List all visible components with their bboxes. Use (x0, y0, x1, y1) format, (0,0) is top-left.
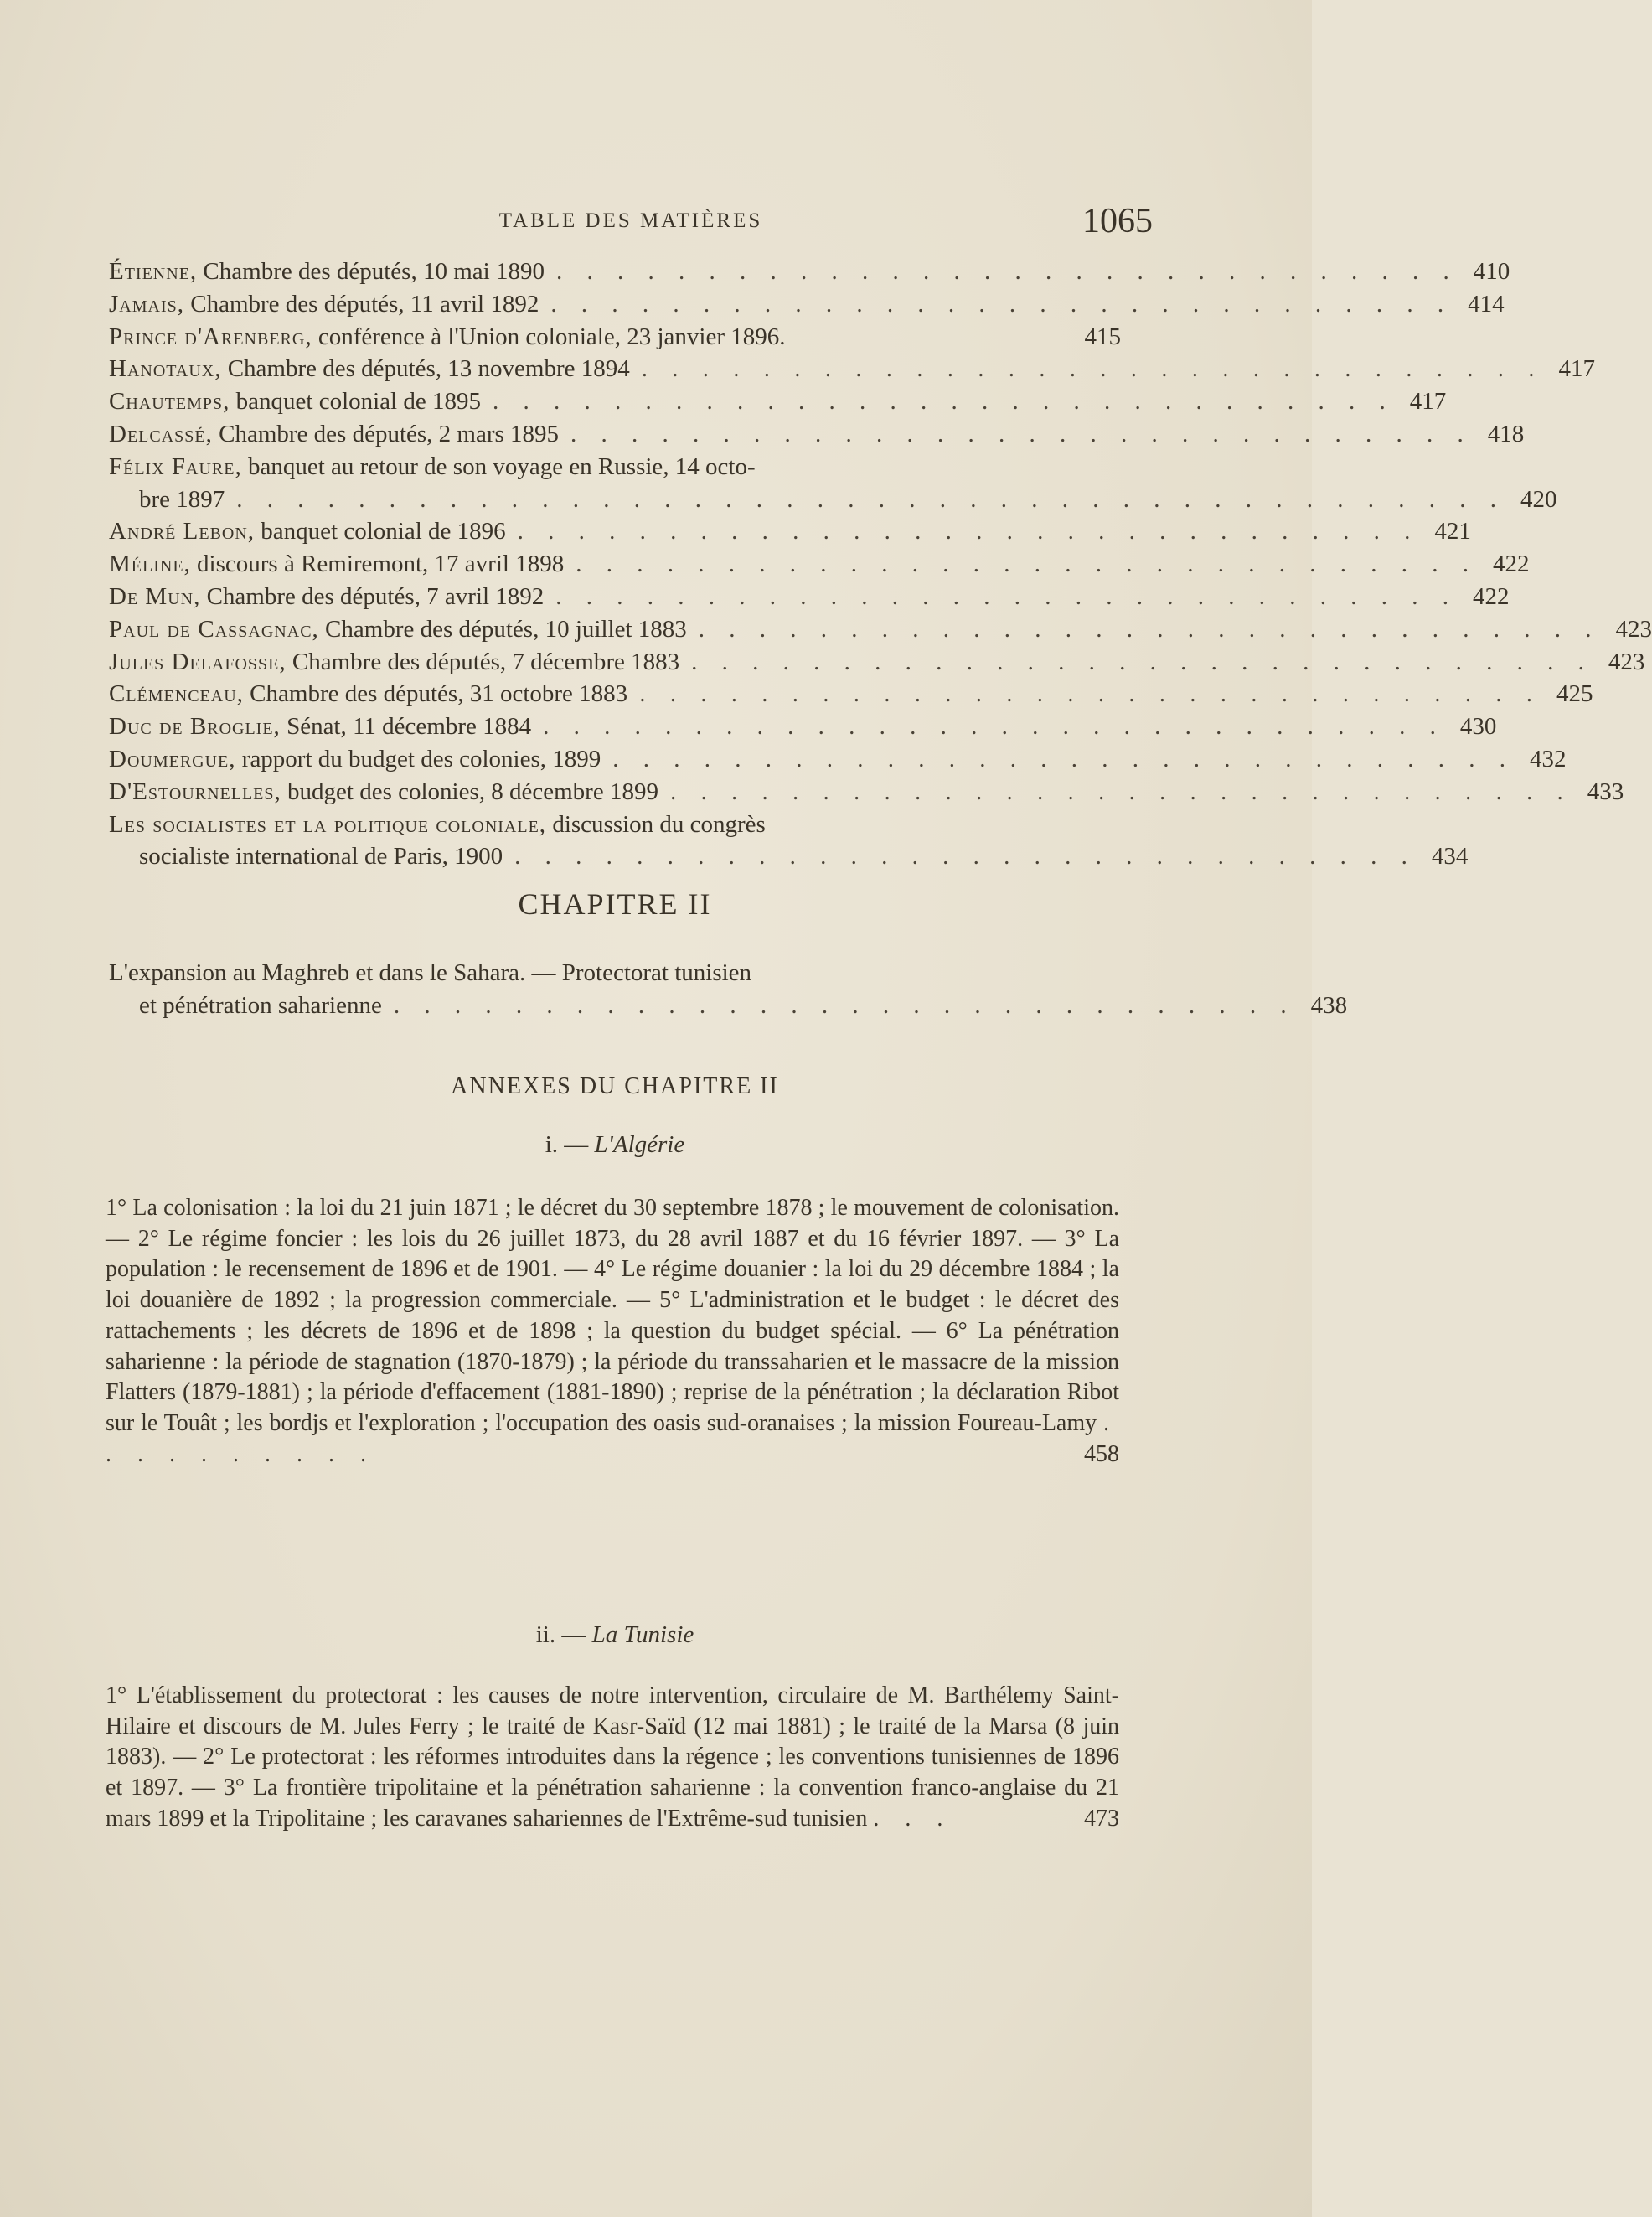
toc-entry-page: 414 (1468, 290, 1505, 318)
section-text: 1° La colonisation : la loi du 21 juin 1871 ; le décret du 30 septembre 1878 ; le mouvement de colonisation. — 2° Le régime foncier : les lois du 26 juillet 1873, du 28 avril 1887 et du 16 février 1897. — 3° La population : le recensement de 1896 et de 1901. — 4° Le régime douanier : la loi du 29 décembre 1884 ; la loi douanière de 1892 ; la progression commerciale. — 5° L'administration et le budget : le décret des rattachements ; les décrets de 1896 et de 1898 ; la question du budget spécial. — 6° La pénétration saharienne : la période de stagnation (1870-1879) ; la période du transsaharien et le massacre de la mission Flatters (1879-1881) ; la période d'effacement (1881-1890) ; reprise de la pénétration ; la déclaration Ribot sur le Touât ; les bordjs et l'exploration ; l'occupation des oasis sud-oranaises ; la mission Foureau-Lamy (106, 1195, 1119, 1436)
section-paragraph-tunisie: 1° L'établissement du protectorat : les causes de notre intervention, circulaire de M. Barthélemy Saint-Hilaire et discours de M. Jules Ferry ; le traité de Kasr-Saïd (12 mai 1881) ; le traité de la Marsa (8 juin 1883). — 2° Le protectorat : les réformes introduites dans la régence ; les conventions tunisiennes de 1896 et 1897. — 3° La frontière tripolitaine et la pénétration saharienne : la convention franco-anglaise du 21 mars 1899 et la Tripolitaine ; les caravanes sahariennes de l'Extrême-sud tunisien . . . 473 (106, 1681, 1119, 1835)
toc-entry: Méline, discours à Remiremont, 17 avril 1898 . . . . . . . . . . . . . . . . . . . . . . . . . . . . . . 422 (109, 548, 1121, 581)
toc-entry-text: Chambre des députés, 7 avril 1892 (200, 582, 545, 610)
toc-entry-text: Chambre des députés, 13 novembre 1894 (221, 355, 630, 383)
toc-entry-page: 430 (1459, 713, 1497, 741)
toc-list (109, 256, 1652, 873)
toc-entry-name: Jamais, (109, 290, 184, 318)
toc-entry-page: 422 (1492, 550, 1530, 578)
toc-entry-name: André Lebon, (109, 518, 256, 545)
annexes-heading: ANNEXES DU CHAPITRE II (451, 1073, 779, 1099)
toc-entry-page: 422 (1473, 582, 1510, 610)
toc-entry-page: 434 (1431, 843, 1469, 871)
toc-entry-page: 417 (1558, 355, 1595, 383)
toc-entry-continuation: socialiste international de Paris, 1900 (139, 843, 503, 871)
toc-entry: Delcassé, Chambre des députés, 2 mars 1895 . . . . . . . . . . . . . . . . . . . . . . . . . . . . . . 418 (109, 418, 1121, 451)
toc-entry-name: Doumergue, (109, 745, 236, 773)
toc-entry: Félix Faure, banquet au retour de son voyage en Russie, 14 octo- bre 1897 . . . . . . . . . . . . . . . . . . . . . . . . . . . . . . . . . . . . . . . . . . 420 (109, 451, 1121, 516)
running-header (109, 201, 1153, 251)
toc-entry-name: Félix Faure, (109, 452, 242, 480)
toc-entry: Jamais, Chambre des députés, 11 avril 1892 . . . . . . . . . . . . . . . . . . . . . . . . . . . . . . 414 (109, 288, 1121, 321)
toc-entry-text: budget des colonies, 8 décembre 1899 (281, 778, 658, 805)
toc-entry: Duc de Broglie, Sénat, 11 décembre 1884 . . . . . . . . . . . . . . . . . . . . . . . . . . . . . . 430 (109, 711, 1121, 743)
toc-entry-page: 418 (1487, 420, 1525, 447)
toc-entry-text: banquet colonial de 1896 (255, 518, 506, 545)
toc-entry-text: Chambre des députés, 11 avril 1892 (184, 290, 539, 318)
toc-entry-name: Paul de Cassagnac, (109, 615, 319, 643)
page-number: 1065 (1082, 202, 1153, 240)
toc-entry-page: 433 (1587, 778, 1624, 805)
toc-entry-text: banquet au retour de son voyage en Russie, 14 octo- (241, 452, 756, 480)
toc-entry-text: conférence à l'Union coloniale, 23 janvier 1896. (312, 323, 786, 350)
header-title: TABLE DES MATIÈRES (498, 209, 763, 232)
section-heading-algerie (109, 1131, 1121, 1159)
toc-entry-name: Delcassé, (109, 420, 213, 447)
toc-entry: Paul de Cassagnac, Chambre des députés, 10 juillet 1883 . . . . . . . . . . . . . . . . . . . . . . . . . . . . . . 423 (109, 613, 1121, 646)
chapter-entry-line2: et pénétration saharienne (139, 991, 382, 1019)
toc-entry-name: Duc de Broglie, (109, 713, 281, 741)
section-title: La Tunisie (591, 1621, 694, 1648)
section-page: 458 (1084, 1440, 1119, 1467)
toc-entry: Doumergue, rapport du budget des colonies, 1899 . . . . . . . . . . . . . . . . . . . . . . . . . . . . . . 432 (109, 743, 1121, 776)
chapter-entry-line1: L'expansion au Maghreb et dans le Sahara. — Protectorat tunisien (109, 959, 752, 986)
toc-entry-text: Chambre des députés, 7 décembre 1883 (286, 648, 680, 675)
toc-entry-page: 417 (1409, 388, 1447, 416)
toc-entry-name: Jules Delafosse, (109, 648, 287, 675)
chapter-heading: CHAPITRE II (518, 887, 712, 921)
toc-entry: André Lebon, banquet colonial de 1896 . . . . . . . . . . . . . . . . . . . . . . . . . . . . . . 421 (109, 515, 1121, 548)
toc-entry: De Mun, Chambre des députés, 7 avril 1892 . . . . . . . . . . . . . . . . . . . . . . . . . . . . . . 422 (109, 581, 1121, 613)
section-text: 1° L'établissement du protectorat : les causes de notre intervention, circulaire de M. Barthélemy Saint-Hilaire et discours de M. Jules Ferry ; le traité de Kasr-Saïd (12 mai 1881) ; le traité de la Marsa (8 juin 1883). — 2° Le protectorat : les réformes introduites dans la régence ; les conventions tunisiennes de 1896 et 1897. — 3° La frontière tripolitaine et la pénétration saharienne : la convention franco-anglaise du 21 mars 1899 et la Tripolitaine ; les caravanes sahariennes de l'Extrême-sud tunisien (106, 1682, 1119, 1832)
toc-entry: Chautemps, banquet colonial de 1895 . . . . . . . . . . . . . . . . . . . . . . . . . . . . . . 417 (109, 385, 1121, 418)
section-page: 473 (1084, 1805, 1119, 1832)
toc-entry-name: Hanotaux, (109, 355, 222, 383)
toc-entry: Clémenceau, Chambre des députés, 31 octobre 1883 . . . . . . . . . . . . . . . . . . . . . . . . . . . . . . 425 (109, 678, 1121, 711)
toc-entry: Les socialistes et la politique coloniale, discussion du congrès socialiste international de Paris, 1900 . . . . . . . . . . . . . . . . . . . . . . . . . . . . . . 434 (109, 809, 1121, 874)
chapter-entry-page: 438 (1310, 991, 1348, 1019)
toc-entry-page: 421 (1434, 518, 1471, 545)
toc-entry-name: Chautemps, (109, 388, 230, 416)
toc-entry (109, 321, 1121, 354)
toc-entry-text: Chambre des députés, 10 juillet 1883 (318, 615, 687, 643)
toc-entry-text: Chambre des députés, 31 octobre 1883 (243, 680, 628, 708)
toc-entry-page: 432 (1530, 745, 1567, 773)
toc-entry: Jules Delafosse, Chambre des députés, 7 décembre 1883 . . . . . . . . . . . . . . . . . . . . . . . . . . . . . . 423 (109, 646, 1121, 679)
toc-entry-page: 423 (1615, 615, 1652, 643)
toc-entry-text: Chambre des députés, 2 mars 1895 (212, 420, 560, 447)
toc-entry-continuation: bre 1897 (139, 485, 225, 513)
toc-entry-name: Méline, (109, 550, 191, 578)
chapter-toc-entry: L'expansion au Maghreb et dans le Sahara. — Protectorat tunisien et pénétration saharienne . . . . . . . . . . . . . . . . . . . . . . . . . . . . . . 438 (109, 957, 1121, 1022)
toc-entry-name: Les socialistes et la politique coloniale, (109, 810, 547, 838)
toc-entry-text: rapport du budget des colonies, 1899 (235, 745, 601, 773)
toc-entry: Hanotaux, Chambre des députés, 13 novembre 1894 . . . . . . . . . . . . . . . . . . . . . . . . . . . . . . 417 (109, 353, 1121, 385)
toc-entry-text: Chambre des députés, 10 mai 1890 (197, 258, 545, 285)
section-paragraph-algerie: 1° La colonisation : la loi du 21 juin 1871 ; le décret du 30 septembre 1878 ; le mouvement de colonisation. — 2° Le régime foncier : les lois du 26 juillet 1873, du 28 avril 1887 et du 16 février 1897. — 3° La population : le recensement de 1896 et de 1901. — 4° Le régime douanier : la loi du 29 décembre 1884 ; la loi douanière de 1892 ; la progression commerciale. — 5° L'administration et le budget : le décret des rattachements ; les décrets de 1896 et de 1898 ; la question du budget spécial. — 6° La pénétration saharienne : la période de stagnation (1870-1879) ; la période du transsaharien et le massacre de la mission Flatters (1879-1881) ; la période d'effacement (1881-1890) ; reprise de la pénétration ; la déclaration Ribot sur le Touât ; les bordjs et l'exploration ; l'occupation des oasis sud-oranaises ; la mission Foureau-Lamy . . . . . . . . . . 458 (106, 1193, 1119, 1470)
section-title: L'Algérie (594, 1131, 685, 1158)
toc-entry: D'Estournelles, budget des colonies, 8 décembre 1899 . . . . . . . . . . . . . . . . . . . . . . . . . . . . . . 433 (109, 776, 1121, 809)
toc-entry-text: banquet colonial de 1895 (230, 388, 481, 416)
toc-entry-name: Prince d'Arenberg, (109, 323, 312, 350)
section-number: i. — (545, 1131, 595, 1158)
toc-entry-text: discours à Remiremont, 17 avril 1898 (190, 550, 565, 578)
section-heading-tunisie (109, 1621, 1121, 1649)
toc-entry-page: 425 (1556, 680, 1593, 708)
toc-entry-text: Sénat, 11 décembre 1884 (280, 713, 532, 741)
toc-entry-page: 415 (1084, 323, 1121, 350)
section-number: ii. — (535, 1621, 592, 1648)
toc-entry-name: Clémenceau, (109, 680, 244, 708)
toc-entry-name: D'Estournelles, (109, 778, 281, 805)
toc-entry: Étienne, Chambre des députés, 10 mai 1890 . . . . . . . . . . . . . . . . . . . . . . . . . . . . . . 410 (109, 256, 1121, 288)
toc-entry-text: discussion du congrès (546, 810, 766, 838)
toc-entry-page: 420 (1520, 485, 1557, 513)
toc-entry-page: 423 (1608, 648, 1645, 675)
toc-entry-page: 410 (1473, 258, 1510, 285)
toc-entry-name: Étienne, (109, 258, 198, 285)
toc-entry-name: De Mun, (109, 582, 201, 610)
